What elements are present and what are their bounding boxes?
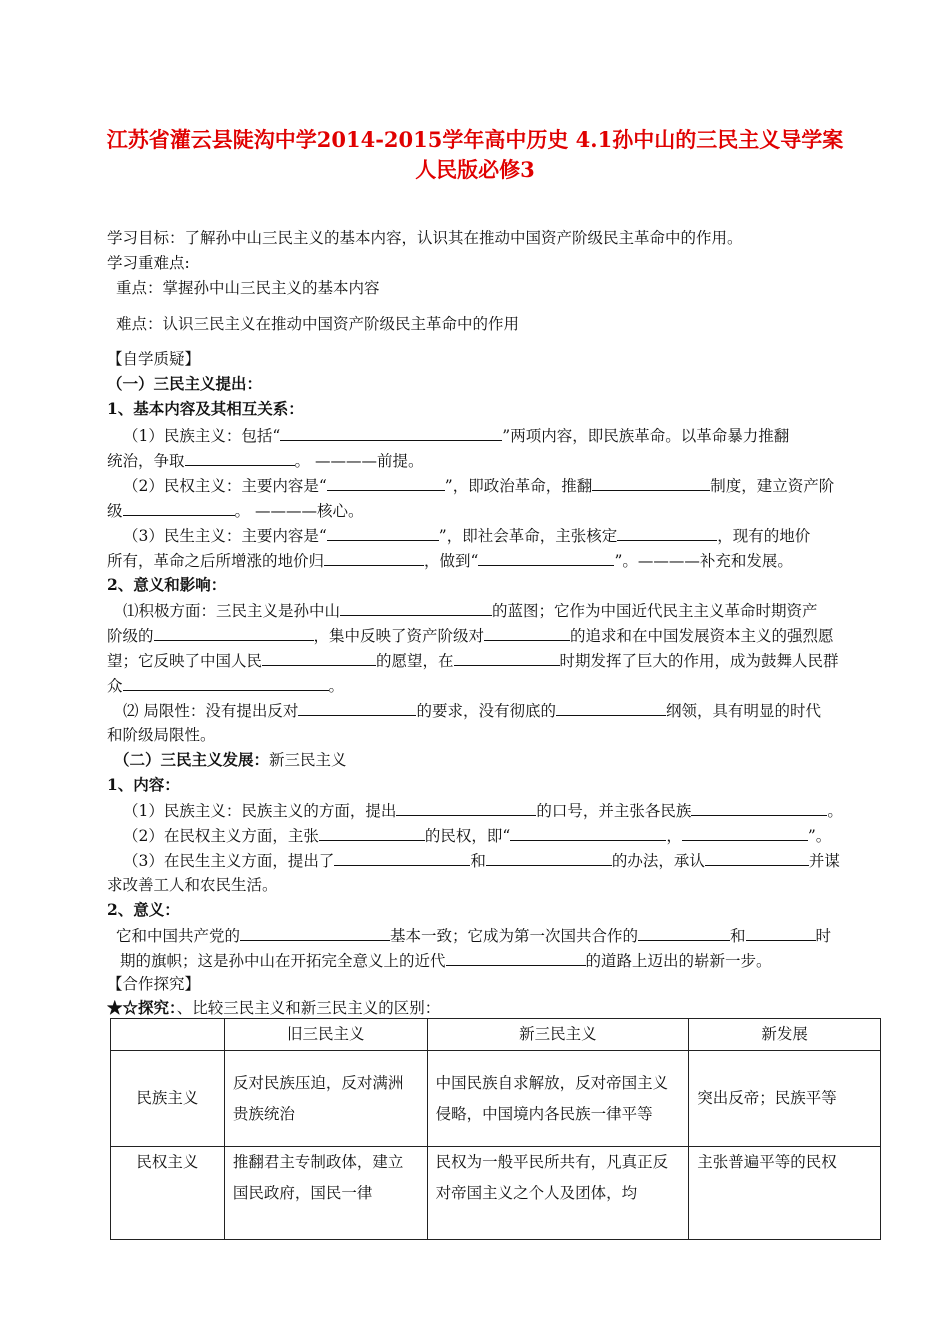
cell-content: 民权为一般平民所共有，凡真正反对帝国主义之个人及团体，均 <box>435 1153 669 1202</box>
minquan-line-2 <box>107 500 363 521</box>
text: 基本一致；它成为第一次国共合作的 <box>390 927 639 945</box>
blank[interactable] <box>240 925 390 941</box>
blank[interactable] <box>682 825 808 841</box>
blank[interactable] <box>446 950 586 966</box>
part1-heading: （一）三民主义提出： <box>107 374 263 393</box>
text: 阶级的 <box>107 627 154 645</box>
text: 的蓝图；它作为中国近代民主主义革命时期资产 <box>492 602 818 620</box>
learning-goal: 学习目标：了解孙中山三民主义的基本内容，认识其在推动中国资产阶级民主革命中的作用。 <box>107 229 743 247</box>
table-header-cell: 新发展 <box>689 1019 881 1051</box>
table-header-cell <box>111 1019 225 1051</box>
new-minsheng-line <box>123 850 840 871</box>
table-header-row <box>111 1019 881 1051</box>
text: 并谋 <box>808 852 840 870</box>
blank[interactable] <box>327 525 439 541</box>
table-cell: 中国民族自求解放，反对帝国主义侵略，中国境内各民族一律平等 <box>427 1051 689 1147</box>
blank[interactable] <box>280 425 502 441</box>
blank[interactable] <box>396 800 536 816</box>
text: 的要求，没有彻底的 <box>416 702 556 720</box>
text: 的民权，即“ <box>424 827 511 845</box>
blank[interactable] <box>592 475 710 491</box>
blank[interactable] <box>691 800 827 816</box>
text: （1）民族主义：民族主义的方面，提出 <box>123 802 397 820</box>
cooperate-header: 【合作探究】 <box>107 975 201 993</box>
key-point: 重点：掌握孙中山三民主义的基本内容 <box>116 279 380 297</box>
text: ⑵ 局限性：没有提出反对 <box>123 702 299 720</box>
positive-line <box>123 600 818 621</box>
text: ”。————补充和发展。 <box>614 552 793 570</box>
table-row-header: 民族主义 <box>111 1051 225 1147</box>
comparison-table <box>110 1018 881 1240</box>
text: （3）在民生主义方面，提出了 <box>123 852 335 870</box>
text: ”。 <box>807 827 832 845</box>
text: 纲领，具有明显的时代 <box>665 702 821 720</box>
content-heading: 1、内容： <box>107 775 180 794</box>
text: 的愿望，在 <box>376 652 454 670</box>
minzu-line <box>123 425 789 446</box>
text: 它和中国共产党的 <box>116 927 241 945</box>
text: 时 <box>815 927 832 945</box>
cell-content: 主张普遍平等的民权 <box>697 1153 837 1171</box>
text: ， <box>666 827 682 845</box>
text: 的口号，并主张各民族 <box>536 802 692 820</box>
text: 统治，争取 <box>107 452 185 470</box>
meaning-line-2 <box>120 950 772 971</box>
blank[interactable] <box>638 925 730 941</box>
text: 。 ————核心。 <box>234 502 364 520</box>
text: ”，即政治革命，推翻 <box>444 477 593 495</box>
blank[interactable] <box>154 625 314 641</box>
self-study-header: 【自学质疑】 <box>107 350 201 368</box>
text: 期的旗帜；这是孙中山在开拓完全意义上的近代 <box>120 952 446 970</box>
blank[interactable] <box>510 825 666 841</box>
table-row <box>111 1051 881 1147</box>
text: 众 <box>107 677 123 695</box>
section2-heading: 2、意义和影响： <box>107 575 227 594</box>
minzu-line-2 <box>107 450 423 471</box>
table-row-header <box>111 1147 225 1240</box>
new-minquan-line <box>123 825 831 846</box>
title-line-1: 江苏省灌云县陡沟中学2014-2015学年高中历史 4.1孙中山的三民主义导学案 <box>106 127 844 152</box>
text: 所有，革命之后所增涨的地价归 <box>107 552 325 570</box>
text: （2）民权主义：主要内容是“ <box>123 477 327 495</box>
positive-line-3 <box>107 650 839 671</box>
table-cell <box>427 1147 689 1240</box>
cell-content: 民权主义 <box>136 1153 199 1171</box>
meaning-line <box>116 925 831 946</box>
text: 级 <box>107 502 123 520</box>
text: （1）民族主义：包括“ <box>123 427 281 445</box>
cell-content: 推翻君主专制政体，建立国民政府，国民一律 <box>232 1153 404 1202</box>
text: 望；它反映了中国人民 <box>107 652 263 670</box>
explore-line <box>107 998 440 1018</box>
blank[interactable] <box>327 475 445 491</box>
text: 新三民主义 <box>269 751 347 769</box>
text: 制度，建立资产阶 <box>710 477 835 495</box>
text: ，集中反映了资产阶级对 <box>313 627 485 645</box>
text: ”，即社会革命，主张核定 <box>438 527 618 545</box>
table-header-cell: 旧三民主义 <box>224 1019 427 1051</box>
limitation-line <box>123 700 821 721</box>
blank[interactable] <box>478 550 614 566</box>
positive-line-2 <box>107 625 834 646</box>
text: （二）三民主义发展： <box>114 750 270 769</box>
blank[interactable] <box>185 450 295 466</box>
text: 的追求和在中国发展资本主义的强烈愿 <box>570 627 834 645</box>
text: ⑴积极方面：三民主义是孙中山 <box>123 602 341 620</box>
blank[interactable] <box>262 650 376 666</box>
text: 。 <box>328 677 345 695</box>
blank[interactable] <box>617 525 717 541</box>
blank[interactable] <box>705 850 809 866</box>
text: 和 <box>470 852 486 870</box>
text: 时期发挥了巨大的作用，成为鼓舞人民群 <box>559 652 839 670</box>
positive-line-4 <box>107 675 344 696</box>
minquan-line <box>123 475 834 496</box>
blank[interactable] <box>340 600 492 616</box>
blank[interactable] <box>123 675 329 691</box>
text: 。 ————前提。 <box>294 452 424 470</box>
text: （3）民生主义：主要内容是“ <box>123 527 327 545</box>
text: 、比较三民主义和新三民主义的区别： <box>176 999 441 1017</box>
table-cell: 反对民族压迫，反对满洲贵族统治 <box>224 1051 427 1147</box>
minsheng-line-2 <box>107 550 793 571</box>
minsheng-line <box>123 525 810 546</box>
table-row <box>111 1147 881 1240</box>
blank[interactable] <box>298 700 416 716</box>
text: 的道路上迈出的崭新一步。 <box>585 952 772 970</box>
text: ★☆探究： <box>107 998 177 1017</box>
new-minzu-line <box>123 800 843 821</box>
new-minsheng-line-2: 求改善工人和农民生活。 <box>107 876 278 894</box>
table-header-cell: 新三民主义 <box>427 1019 689 1051</box>
blank[interactable] <box>556 700 666 716</box>
text: 和 <box>730 927 746 945</box>
text: （2）在民权主义方面，主张 <box>123 827 319 845</box>
difficulty: 难点：认识三民主义在推动中国资产阶级民主革命中的作用 <box>116 315 520 333</box>
text: ”两项内容，即民族革命。以革命暴力推翻 <box>502 427 790 445</box>
meaning-heading: 2、意义： <box>107 900 180 919</box>
text: 的办法，承认 <box>611 852 705 870</box>
table-cell <box>689 1147 881 1240</box>
text: ，现有的地价 <box>717 527 811 545</box>
text: 。 <box>827 802 843 820</box>
key-label: 学习重难点: <box>107 254 190 272</box>
text: ，做到“ <box>424 552 479 570</box>
blank[interactable] <box>324 550 424 566</box>
blank[interactable] <box>746 925 816 941</box>
part2-heading <box>114 750 347 770</box>
blank[interactable] <box>334 850 470 866</box>
blank[interactable] <box>319 825 425 841</box>
blank[interactable] <box>484 625 570 641</box>
blank[interactable] <box>486 850 612 866</box>
blank[interactable] <box>454 650 560 666</box>
table-cell: 突出反帝；民族平等 <box>689 1051 881 1147</box>
table-cell <box>224 1147 427 1240</box>
section1-heading: 1、基本内容及其相互关系： <box>107 399 304 418</box>
limitation-line-2: 和阶级局限性。 <box>107 726 216 744</box>
blank[interactable] <box>123 500 235 516</box>
title-line-2: 人民版必修3 <box>415 157 535 182</box>
